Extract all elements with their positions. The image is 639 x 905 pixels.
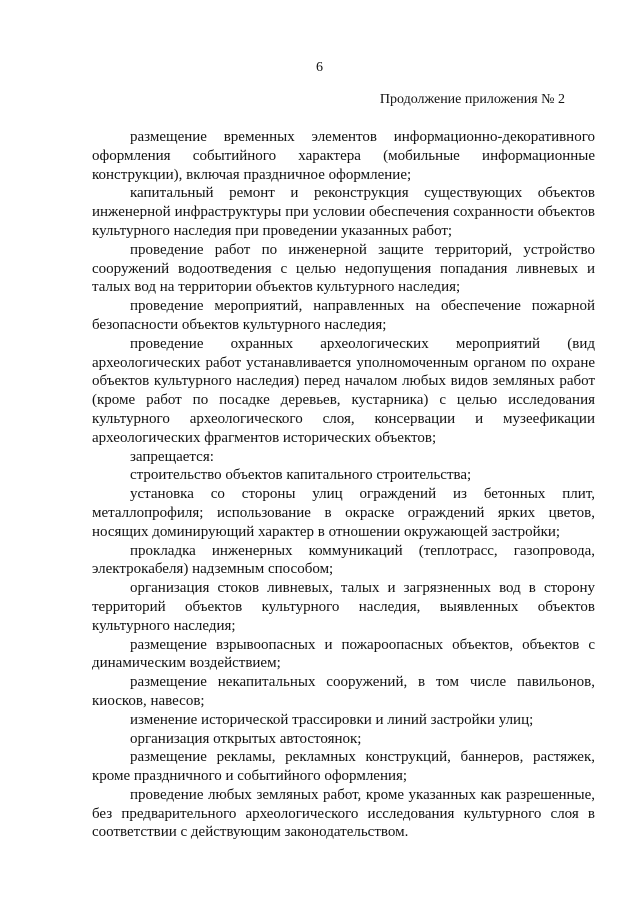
paragraph: размещение некапитальных сооружений, в том числе павильонов, киосков, навесов;	[92, 674, 595, 709]
paragraph: размещение временных элементов информационно-декоративного оформления событийного характера (мобильные информационные конструкции), включая праздничное оформление;	[92, 129, 595, 183]
paragraph: организация открытых автостоянок;	[130, 730, 362, 747]
paragraph: изменение исторической трассировки и линий застройки улиц;	[130, 711, 534, 728]
paragraph: проведение охранных археологических мероприятий (вид археологических работ устанавливается уполномоченным органом по охране объектов культурного наследия) перед началом любых видов земляных работ (кроме работ по посадке деревьев, кустарника) с целью исследования культурного археологического слоя, консервации и музеефикации археологических фрагментов исторических объектов;	[92, 335, 595, 446]
paragraph: капитальный ремонт и реконструкция существующих объектов инженерной инфраструктуры при условии обеспечения сохранности объектов культурного наследия при проведении указанных работ;	[92, 185, 595, 239]
paragraph: прокладка инженерных коммуникаций (теплотрасс, газопровода, электрокабеля) надземным способом;	[92, 542, 595, 578]
paragraph: размещение рекламы, рекламных конструкций, баннеров, растяжек, кроме праздничного и событийного оформления;	[92, 749, 595, 785]
page-number: 6	[316, 60, 323, 75]
body-text	[92, 128, 595, 842]
paragraph: проведение мероприятий, направленных на обеспечение пожарной безопасности объектов культурного наследия;	[92, 298, 595, 333]
paragraph-heading-prohibited: запрещается:	[130, 448, 214, 465]
paragraph: организация стоков ливневых, талых и загрязненных вод в сторону территорий объектов культурного наследия, выявленных объектов культурного наследия;	[92, 580, 595, 634]
paragraph: проведение работ по инженерной защите территорий, устройство сооружений водоотведения с целью недопущения попадания ливневых и талых вод на территории объектов культурного наследия;	[92, 241, 595, 296]
paragraph: проведение любых земляных работ, кроме указанных как разрешенные, без предварительного археологического исследования культурного слоя в соответствии с действующим законодательством.	[92, 786, 595, 841]
paragraph: размещение взрывоопасных и пожароопасных объектов, объектов с динамическим воздействием;	[92, 636, 595, 672]
paragraph: строительство объектов капитального строительства;	[130, 467, 472, 484]
paragraph: установка со стороны улиц ограждений из бетонных плит, металлопрофиля; использование в окраске ограждений ярких цветов, носящих доминирующий характер в отношении окружающей застройки;	[92, 486, 595, 540]
appendix-continuation-note: Продолжение приложения № 2	[379, 92, 565, 107]
